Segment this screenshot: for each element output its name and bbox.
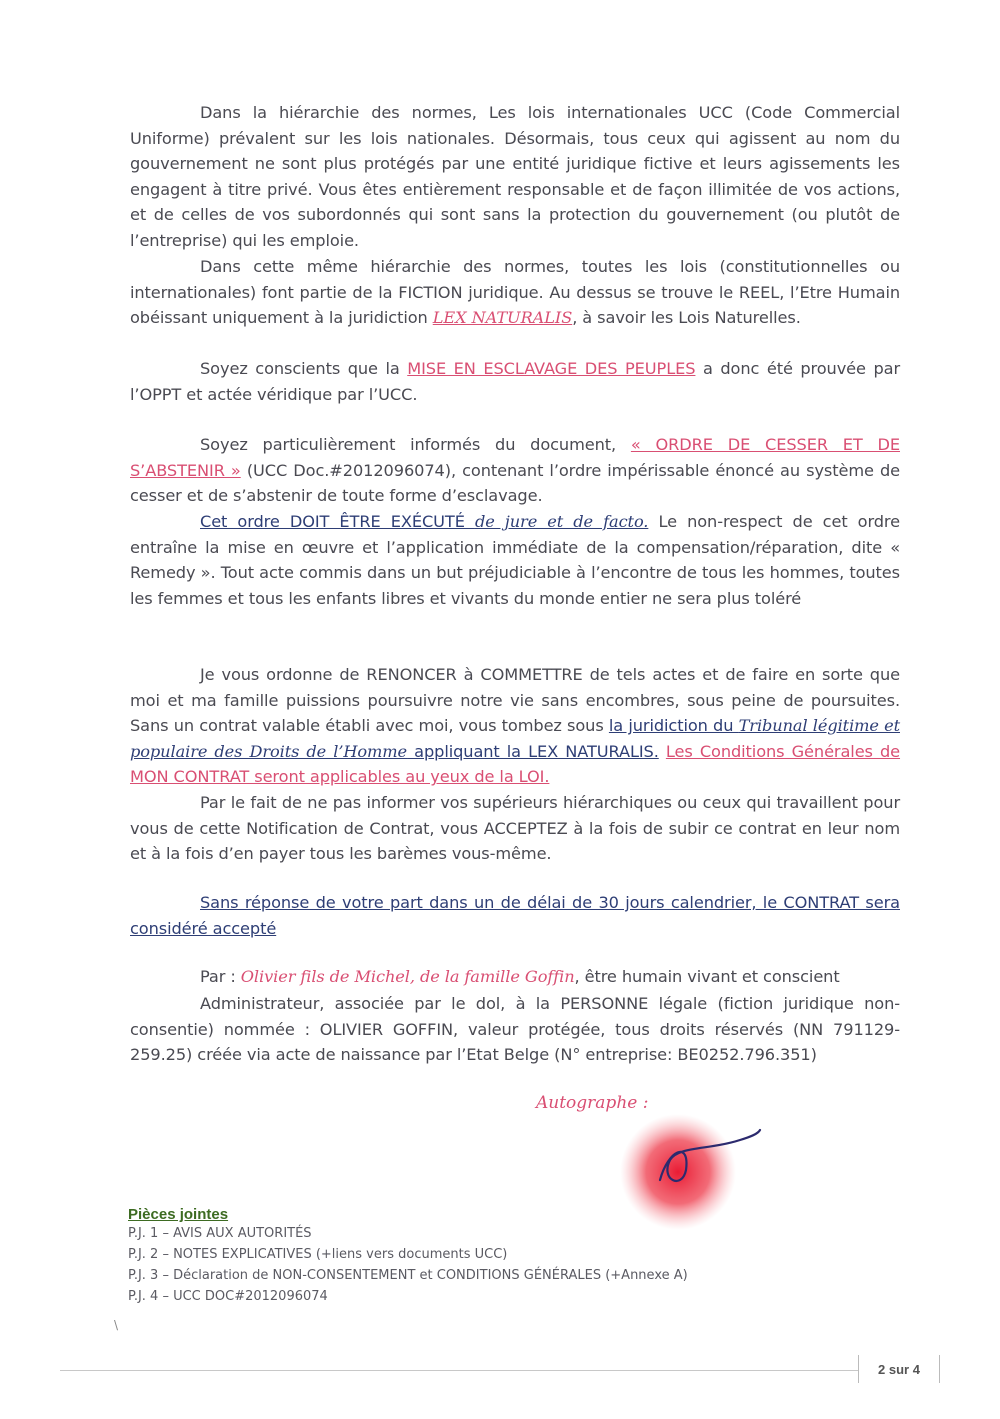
footer-rule bbox=[60, 1370, 940, 1371]
paragraph-esclavage: Soyez conscients que la MISE EN ESCLAVAGE DES PEUPLES a donc été prouvée par l’OPPT et actée véridique par l’UCC. bbox=[130, 359, 900, 404]
stray-mark: \ bbox=[114, 1318, 119, 1332]
signer-name: Olivier fils de Michel, de la famille Goffin bbox=[240, 967, 575, 986]
paragraph-ucc-hierarchy: Dans la hiérarchie des normes, Les lois internationales UCC (Code Commercial Uniforme) prévalent sur les lois nationales. Désormais, tous ceux qui agissent au nom du gouvernement ne sont plus protégés par une entité juridique fictive et leurs agissements les engagent à titre privé. Vous êtes entièrement responsable et de façon illimitée de vos actions, et de celles de vos subordonnés qui sont sans la protection du gouvernement (ou plutôt de l’entreprise) qui les emploie. bbox=[130, 103, 900, 250]
attachment-item: P.J. 4 – UCC DOC#2012096074 bbox=[128, 1289, 328, 1304]
signature-label: Autographe : bbox=[536, 1093, 649, 1113]
lex-naturalis-highlight: LEX NATURALIS bbox=[432, 308, 573, 328]
paragraph-ordre-document: Soyez particulièrement informés du document, « ORDRE DE CESSER ET DE S’ABSTENIR » (UCC Doc.#2012096074), contenant l’ordre impérissable énoncé au système de cesser et de s’abstenir de toute forme d’esclavage. bbox=[130, 435, 901, 506]
paragraph-signer: Par : Olivier fils de Michel, de la famille Goffin, être humain vivant et conscient bbox=[200, 967, 840, 986]
attachments-section bbox=[128, 1206, 848, 1307]
paragraph-notification: Par le fait de ne pas informer vos supérieurs hiérarchiques ou ceux qui travaillent pour vous de cette Notification de Contrat, vous ACCEPTEZ à la fois de subir ce contrat en leur nom et à la fois d’en payer tous les barèmes vous-même. bbox=[130, 793, 900, 864]
page-number: 2 sur 4 bbox=[858, 1355, 940, 1383]
attachment-item: P.J. 1 – AVIS AUX AUTORITÉS bbox=[128, 1226, 312, 1241]
ordre-highlight: « ORDRE DE CESSER ET DE S’ABSTENIR » bbox=[130, 435, 900, 480]
attachment-item: P.J. 3 – Déclaration de NON-CONSENTEMENT et CONDITIONS GÉNÉRALES (+Annexe A) bbox=[128, 1268, 688, 1283]
esclavage-highlight: MISE EN ESCLAVAGE DES PEUPLES bbox=[407, 359, 696, 378]
attachments-title: Pièces jointes bbox=[128, 1206, 229, 1223]
paragraph-administrateur: Administrateur, associée par le dol, à la PERSONNE légale (fiction juridique non-consentie) nommée : OLIVIER GOFFIN, valeur protégée, tous droits réservés (NN 791129-259.25) créée via acte de naissance par l’Etat Belge (N° entreprise: BE0252.796.351) bbox=[130, 994, 900, 1065]
paragraph-ordre-execute: Cet ordre DOIT ÊTRE EXÉCUTÉ de jure et de facto. Le non-respect de cet ordre entraîne la mise en œuvre et l’application immédiate de la compensation/réparation, dite « Remedy ». Tout acte commis dans un but préjudiciable à l’encontre de tous les hommes, toutes les femmes et tous les enfants libres et vivants du monde entier ne sera plus toléré bbox=[130, 512, 900, 608]
attachment-item: P.J. 2 – NOTES EXPLICATIVES (+liens vers documents UCC) bbox=[128, 1247, 508, 1262]
paragraph-fiction-juridique: Dans cette même hiérarchie des normes, toutes les lois (constitutionnelles ou internationales) font partie de la FICTION juridique. Au dessus se trouve le REEL, l’Etre Humain obéissant uniquement à la juridiction LEX NATURALIS, à savoir les Lois Naturelles. bbox=[130, 257, 900, 328]
conditions-highlight: Les Conditions Générales de MON CONTRAT seront applicables au yeux de la LOI. bbox=[130, 741, 901, 787]
paragraph-renoncer: Je vous ordonne de RENONCER à COMMETTRE de tels actes et de faire en sorte que moi et ma famille puissions poursuivre notre vie sans encombres, sous peine de poursuites. Sans un contrat valable établi avec moi, vous tombez sous la juridiction du Tribunal légitime et populaire des Droits de l’Homme appliquant la LEX NATURALIS. Les Conditions Générales de MON CONTRAT seront applicables au yeux de la LOI. bbox=[130, 665, 901, 787]
paragraph-delai: Sans réponse de votre part dans un de délai de 30 jours calendrier, le CONTRAT sera considéré accepté bbox=[130, 893, 900, 938]
jurisdiction-text: la juridiction du Tribunal légitime et populaire des Droits de l’Homme appliquant la LEX NATURALIS. bbox=[130, 716, 900, 761]
order-execute-text: Cet ordre DOIT ÊTRE EXÉCUTÉ de jure et de facto. bbox=[200, 512, 649, 531]
